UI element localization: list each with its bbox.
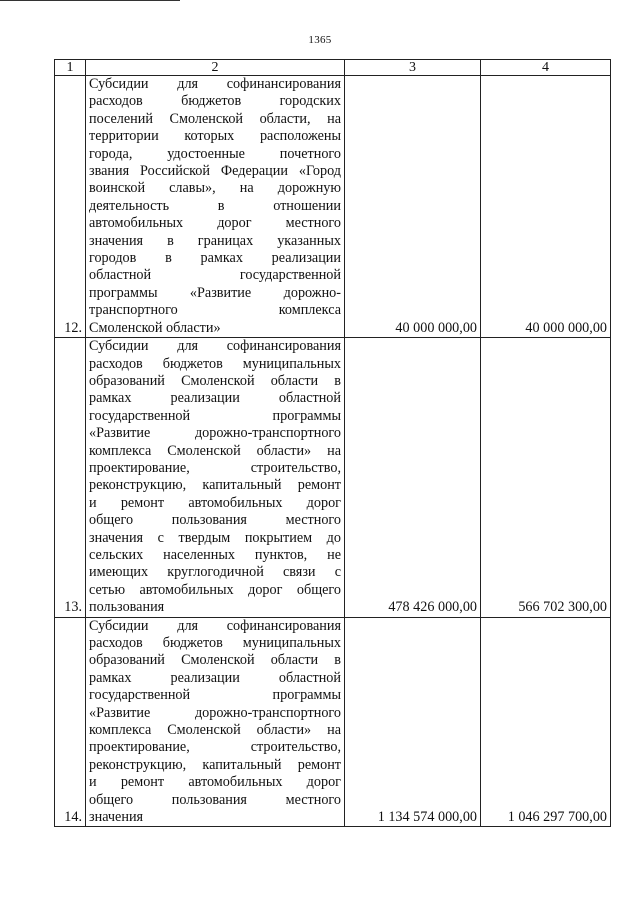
header-row (55, 60, 611, 76)
description-line: комплекса Смоленской области» на (89, 442, 341, 459)
row-number: 14. (55, 617, 86, 827)
description-line: Субсидии для софинансирования (89, 76, 341, 92)
description-line: государственной программы (89, 407, 341, 424)
budget-table-body (55, 60, 611, 827)
description-line: общего пользования местного (89, 791, 341, 808)
table-row (55, 338, 611, 618)
description-line: рамках реализации областной (89, 390, 341, 407)
description-line: проектирование, строительство, (89, 739, 341, 756)
row-description (86, 338, 345, 618)
row-description (86, 76, 345, 338)
description-line: сетью автомобильных дорог общего (89, 581, 341, 598)
scan-edge-line (0, 0, 180, 1)
description-line: поселений Смоленской области, на (89, 110, 341, 127)
description-line: реконструкцию, капитальный ремонт (89, 756, 341, 773)
description-line: Субсидии для софинансирования (89, 617, 341, 634)
description-line: общего пользования местного (89, 512, 341, 529)
table-row (55, 76, 611, 338)
amount-col3: 40 000 000,00 (345, 76, 481, 338)
description-line: деятельность в отношении (89, 197, 341, 214)
description-line: Субсидии для софинансирования (89, 338, 341, 355)
description-line: проектирование, строительство, (89, 459, 341, 476)
amount-col3: 478 426 000,00 (345, 338, 481, 618)
description-line: расходов бюджетов городских (89, 93, 341, 110)
description-line: «Развитие дорожно-транспортного (89, 704, 341, 721)
header-col-2: 2 (86, 60, 345, 76)
description-line: значения (89, 809, 144, 826)
description-line: расходов бюджетов муниципальных (89, 635, 341, 651)
description-line: программы «Развитие дорожно- (89, 284, 341, 301)
description-line: пользования (89, 599, 165, 616)
description-line: «Развитие дорожно-транспортного (89, 425, 341, 442)
description-line: автомобильных дорог местного (89, 215, 341, 232)
description-line: расходов бюджетов муниципальных (89, 355, 341, 372)
amount-col4: 1 046 297 700,00 (481, 617, 611, 827)
description-line: городов в рамках реализации (89, 250, 341, 267)
table-row (55, 617, 611, 827)
budget-table (54, 59, 611, 827)
amount-col4: 566 702 300,00 (481, 338, 611, 618)
row-description (86, 617, 345, 827)
description-line: звания Российской Федерации «Город (89, 163, 341, 180)
description-line: и ремонт автомобильных дорог (89, 774, 341, 791)
row-number: 13. (55, 338, 86, 618)
description-line: и ремонт автомобильных дорог (89, 494, 341, 511)
description-line: города, удостоенные почетного (89, 145, 341, 162)
description-line: областной государственной (89, 267, 341, 284)
header-col-3: 3 (345, 60, 481, 76)
description-line: имеющих круглогодичной связи с (89, 564, 341, 581)
description-line: государственной программы (89, 687, 341, 704)
description-line: транспортного комплекса (89, 302, 341, 319)
description-line: значения с твердым покрытием до (89, 529, 341, 546)
header-col-4: 4 (481, 60, 611, 76)
header-col-1: 1 (55, 60, 86, 76)
description-line: рамках реализации областной (89, 669, 341, 686)
description-line: образований Смоленской области в (89, 652, 341, 669)
description-line: комплекса Смоленской области» на (89, 722, 341, 739)
description-line: сельских населенных пунктов, не (89, 546, 341, 563)
page-number: 1365 (308, 34, 332, 46)
description-line: территории которых расположены (89, 128, 341, 145)
description-line: образований Смоленской области в (89, 372, 341, 389)
description-line: Смоленской области» (89, 319, 221, 336)
row-number: 12. (55, 76, 86, 338)
description-line: воинской славы», на дорожную (89, 180, 341, 197)
description-line: реконструкцию, капитальный ремонт (89, 477, 341, 494)
amount-col4: 40 000 000,00 (481, 76, 611, 338)
amount-col3: 1 134 574 000,00 (345, 617, 481, 827)
description-line: значения в границах указанных (89, 232, 341, 249)
